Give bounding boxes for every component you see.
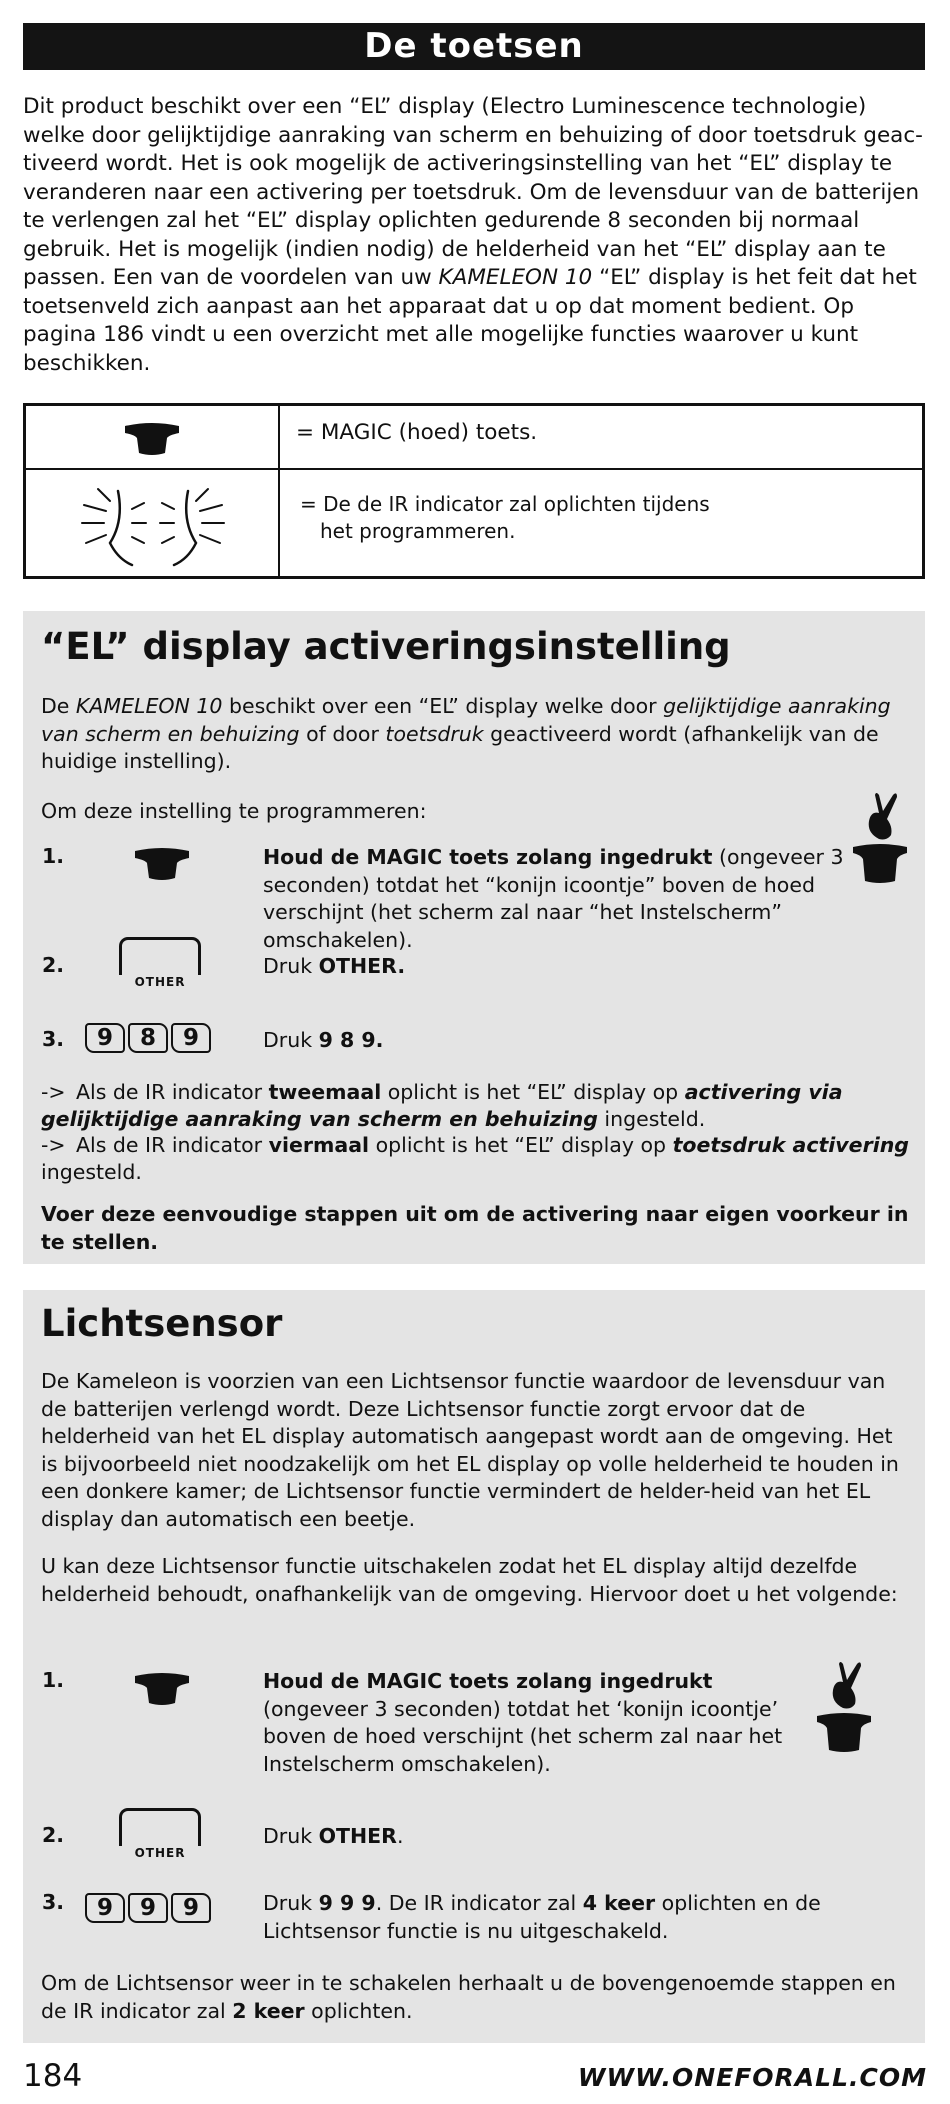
step-number: 3. — [42, 1890, 65, 1914]
key-9: 9 — [171, 1023, 211, 1053]
magic-hat-icon — [133, 847, 191, 881]
magic-hat-icon — [133, 1672, 191, 1706]
key-9: 9 — [85, 1023, 125, 1053]
page-header — [23, 23, 925, 70]
step-text: Druk 9 9 9. De IR indicator zal 4 keer oplichten en de Lichtsensor functie is nu uitgeschakeld. — [263, 1891, 821, 1943]
rabbit-in-hat-icon — [849, 789, 911, 885]
intro-paragraph: Dit product beschikt over een “EL” display (Electro Luminescence technologie) welke door gelijktijdige aanraking van scherm en behuizing of door toetsdruk geac-tiveerd wordt. Het is ook mogelijk de activeringsinstelling van het “EL” display te veranderen naar een activering per toetsdruk. Om de levensduur van de batterijen te verlengen zal het “EL” display oplichten gedurende 8 seconden bij normaal gebruik. Het is mogelijk (indien nodig) de helderheid van het “EL” display aan te passen. Een van de voordelen van uw KAMELEON 10 “EL” display is het feit dat het toetsenveld zich aanpast aan het apparaat dat u op dat moment bedient. Op pagina 186 vindt u een overzicht met alle mogelijke functies waarover u kunt beschikken. — [23, 94, 923, 376]
step-number: 1. — [42, 1668, 65, 1692]
other-button-icon: OTHER — [119, 937, 201, 991]
legend-ir-text: = De de IR indicator zal oplichten tijdens het programmeren. — [300, 492, 710, 543]
keypad-keys — [85, 1023, 211, 1053]
step-text: Druk 9 8 9. — [263, 1028, 384, 1052]
step-text: Druk OTHER. — [263, 1824, 404, 1848]
rabbit-in-hat-icon — [813, 1658, 875, 1754]
key-9: 9 — [128, 1893, 168, 1923]
step-number: 2. — [42, 1823, 65, 1847]
key-9: 9 — [171, 1893, 211, 1923]
website-url[interactable]: WWW.ONEFORALL.COM — [577, 2063, 927, 2092]
ir-indicator-icon — [70, 481, 235, 571]
program-intro: Om deze instelling te programmeren: — [41, 799, 427, 823]
note-line: -> Als de IR indicator viermaal oplicht is het “EL” display op toetsdruk activering ingesteld. — [41, 1133, 909, 1184]
keypad-keys — [85, 1893, 211, 1923]
magic-hat-icon — [123, 422, 181, 456]
step-text: Houd de MAGIC toets zolang ingedrukt (ongeveer 3 seconden) totdat het “konijn icoontje” boven de hoed verschijnt (het scherm zal naar “het Instelscherm” omschakelen). — [263, 845, 844, 952]
legend-magic-text: = MAGIC (hoed) toets. — [296, 420, 538, 445]
light-section-title: Lichtsensor — [41, 1302, 283, 1345]
light-sensor-section — [23, 1290, 925, 2043]
note-line: -> Als de IR indicator tweemaal oplicht is het “EL” display op activering via gelijktijdige aanraking van scherm en behuizing ingesteld. — [41, 1080, 843, 1131]
step-number: 1. — [42, 844, 65, 868]
page-title: De toetsen — [364, 26, 584, 66]
other-button-icon: OTHER — [119, 1808, 201, 1862]
light-paragraph-2: U kan deze Lichtsensor functie uitschakelen zodat het EL display altijd dezelfde helderheid behoudt, onafhankelijk van de omgeving. Hiervoor doet u het volgende: — [41, 1554, 898, 1606]
key-8: 8 — [128, 1023, 168, 1053]
legend-table — [23, 403, 925, 579]
page-number: 184 — [23, 2058, 83, 2094]
light-paragraph-1: De Kameleon is voorzien van een Lichtsensor functie waardoor de levensduur van de batterijen verlengd wordt. Deze Lichtsensor functie zorgt ervoor dat de helderheid van het EL display automatisch aangepast wordt aan de omgeving. Het is bijvoorbeeld niet noodzakelijk om het EL display op volle helderheid te houden in een donkere kamer; de Lichtsensor functie vermindert de helder-heid van het EL display dan automatisch een beetje. — [41, 1369, 899, 1531]
brand-name: KAMELEON 10 — [438, 265, 593, 290]
step-number: 2. — [42, 953, 65, 977]
step-text: Houd de MAGIC toets zolang ingedrukt (ongeveer 3 seconden) totdat het ‘konijn icoontje’ boven de hoed verschijnt (het scherm zal naar het Instelscherm omschakelen). — [263, 1669, 783, 1776]
el-section-paragraph: De KAMELEON 10 beschikt over een “EL” display welke door gelijktijdige aanraking van scherm en behuizing of door toetsdruk geactiveerd wordt (afhankelijk van de huidige instelling). — [41, 694, 891, 773]
step-text: Druk OTHER. — [263, 954, 406, 978]
closing-note: Voer deze eenvoudige stappen uit om de activering naar eigen voorkeur in te stellen. — [41, 1202, 909, 1254]
closing-note: Om de Lichtsensor weer in te schakelen herhaalt u de bovengenoemde stappen en de IR indicator zal 2 keer oplichten. — [41, 1971, 896, 2023]
legend-divider — [278, 406, 280, 576]
el-display-section — [23, 611, 925, 1264]
el-section-title: “EL” display activeringsinstelling — [41, 625, 731, 668]
step-number: 3. — [42, 1027, 65, 1051]
key-9: 9 — [85, 1893, 125, 1923]
